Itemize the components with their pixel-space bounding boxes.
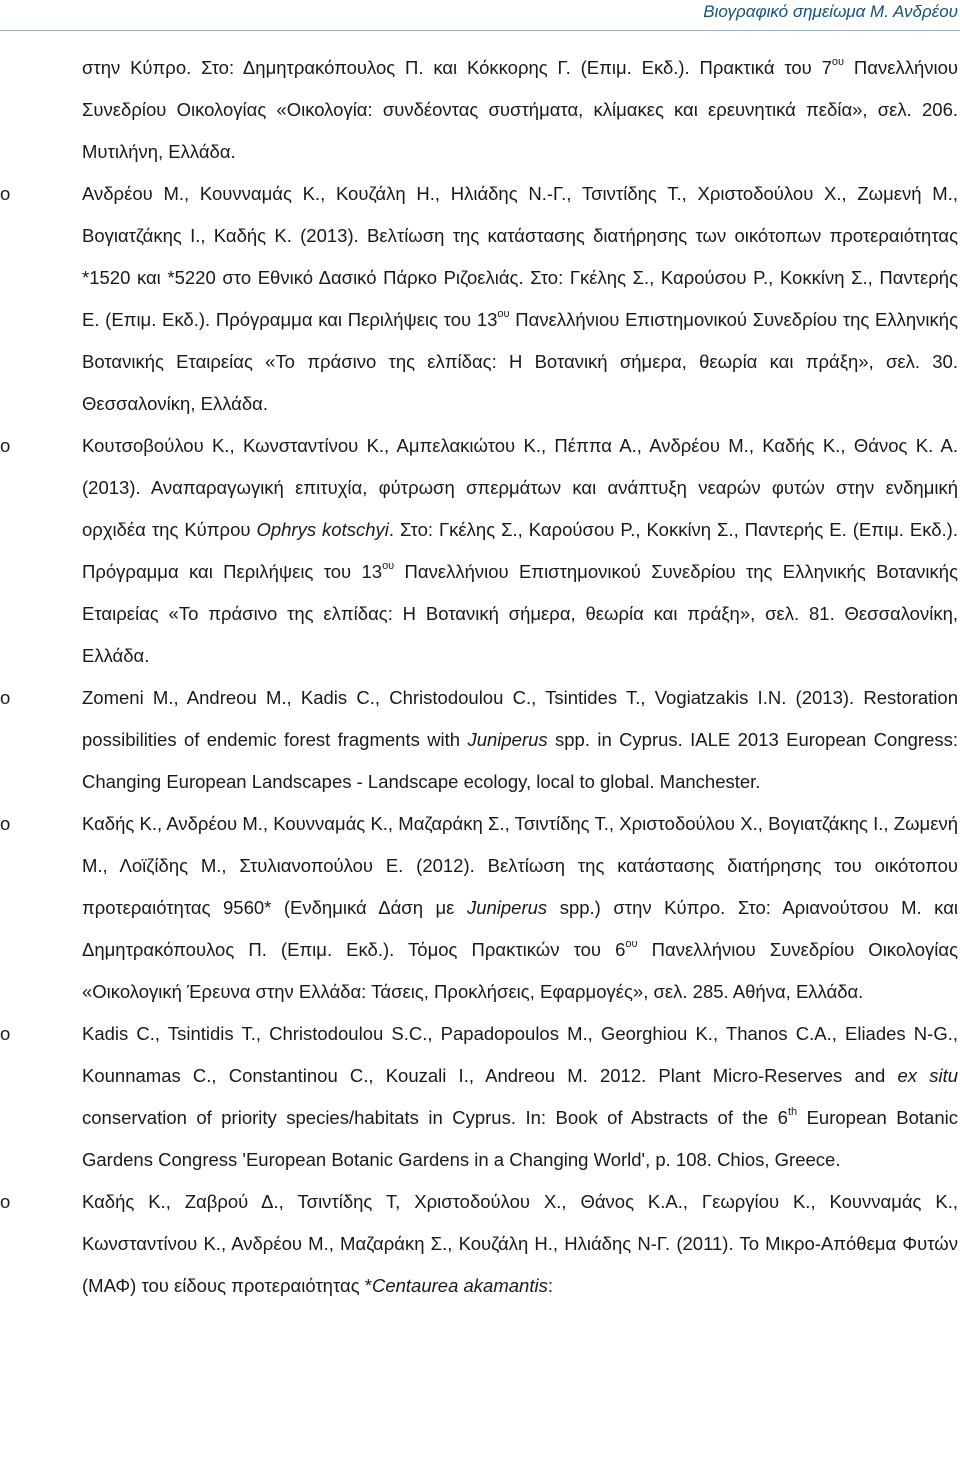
header-divider [0, 30, 960, 31]
superscript-text: ου [831, 56, 845, 68]
reference-text: Kadis C., Tsintidis T., Christodoulou S.C., Papadopoulos M., Georghiou K., Thanos C.A., Eliades N-G., Kounnamas C., Constantinou C., Kouzali I., Andreou M. 2012. Plant Micro-Reserves and [82, 1023, 958, 1086]
reference-text: Κουτσοβούλου Κ., Κωνσταντίνου Κ., Αμπελακιώτου Κ., Πέππα Α., Ανδρέου Μ., Καδής Κ., Θάνος Κ. Α. (2013). Αναπαραγωγική επιτυχία, φύτρωση σπερμάτων και ανάπτυξη νεαρών φυτών στην ενδημική ορχιδέα της Κύπρου [82, 435, 958, 540]
reference-text: Πανελλήνιου Επιστημονικού Συνεδρίου της Ελληνικής Βοτανικής Εταιρείας «Το πράσινο της ελπίδας: Η Βοτανική σήμερα, θεωρία και πράξη», σελ. 30. Θεσσαλονίκη, Ελλάδα. [82, 309, 958, 414]
reference-text: spp.) στην Κύπρο. Στο: Αριανούτσου Μ. και Δημητρακόπουλος Π. (Επιμ. Εκδ.). Τόμος Πρακτικών του 6 [82, 897, 959, 960]
reference-text: Πανελλήνιου Επιστημονικού Συνεδρίου της Ελληνικής Βοτανικής Εταιρείας «Το πράσινο της ελπίδας: Η Βοτανική σήμερα, θεωρία και πράξη», σελ. 81. Θεσσαλονίκη, Ελλάδα. [82, 561, 958, 666]
list-bullet: o [0, 183, 11, 204]
reference-text: conservation of priority species/habitats in Cyprus. In: Book of Abstracts of the 6 [82, 1107, 788, 1128]
reference-text: . Στο: Γκέλης Σ., Καρούσου Ρ., Κοκκίνη Σ., Παντερής Ε. (Επιμ. Εκδ.). Πρόγραμμα και Περιλήψεις του 13 [82, 519, 958, 582]
reference-entry [0, 677, 958, 803]
superscript-text: ου [625, 938, 638, 950]
reference-entry [0, 1181, 958, 1307]
reference-entry [82, 47, 958, 173]
italic-species-name: Centaurea akamantis [371, 1275, 548, 1296]
reference-text: Καδής Κ., Ανδρέου Μ., Κουνναμάς Κ., Μαζαράκη Σ., Τσιντίδης Τ., Χριστοδούλου Χ., Βογιατζάκης Ι., Ζωμενή Μ., Λοϊζίδης Μ., Στυλιανοπούλου Ε. (2012). Βελτίωση της κατάστασης διατήρησης του οικότοπου προτεραιότητας 9560* (Ενδημικά Δάση με [82, 813, 958, 918]
reference-text: Zomeni M., Andreou M., Kadis C., Christodoulou C., Tsintides T., Vogiatzakis I.N. (2013). Restoration possibilities of endemic forest fragments with [82, 687, 958, 750]
list-bullet: o [0, 687, 11, 708]
reference-text: Ανδρέου Μ., Κουνναμάς Κ., Κουζάλη Η., Ηλιάδης Ν.-Γ., Τσιντίδης Τ., Χριστοδούλου Χ., Ζωμενή Μ., Βογιατζάκης Ι., Καδής Κ. (2013). Βελτίωση της κατάστασης διατήρησης των οικότοπων προτεραιότητας *1520 και *5220 στο Εθνικό Δασικό Πάρκο Ριζοελιάς. Στο: Γκέλης Σ., Καρούσου Ρ., Κοκκίνη Σ., Παντερής Ε. (Επιμ. Εκδ.). Πρόγραμμα και Περιλήψεις του 13 [82, 183, 958, 330]
reference-list [0, 47, 959, 1307]
reference-entry [0, 425, 958, 677]
list-bullet: o [0, 435, 11, 456]
reference-entry [0, 1013, 958, 1181]
italic-species-name: Juniperus [466, 897, 548, 918]
list-bullet: o [0, 1023, 11, 1044]
reference-entry [0, 173, 958, 425]
reference-text: spp. in Cyprus. IALE 2013 European Congress: Changing European Landscapes - Landscape ecology, local to global. Manchester. [82, 729, 958, 792]
reference-text: Καδής Κ., Ζαβρού Δ., Τσιντίδης Τ, Χριστοδούλου Χ., Θάνος Κ.Α., Γεωργίου Κ., Κουνναμάς Κ., Κωνσταντίνου Κ., Ανδρέου Μ., Μαζαράκη Σ., Κουζάλη Η., Ηλιάδης Ν-Γ. (2011). Το Μικρο-Απόθεμα Φυτών (ΜΑΦ) του είδους προτεραιότητας * [82, 1191, 958, 1296]
reference-entry [0, 803, 959, 1013]
reference-text: στην Κύπρο. Στο: Δημητρακόπουλος Π. και Κόκκορης Γ. (Επιμ. Εκδ.). Πρακτικά του 7 [82, 57, 832, 78]
superscript-text: th [787, 1106, 798, 1118]
document-header-title: Βιογραφικό σημείωμα Μ. Ανδρέου [703, 2, 958, 21]
italic-species-name: Ophrys kotschyi [256, 519, 389, 540]
superscript-text: ου [382, 560, 395, 572]
list-bullet: o [0, 813, 11, 834]
italic-species-name: ex situ [897, 1065, 958, 1086]
reference-text: European Botanic Gardens Congress 'European Botanic Gardens in a Changing World', p. 108. Chios, Greece. [82, 1107, 958, 1170]
reference-text: Πανελλήνιου Συνεδρίου Οικολογίας «Οικολογική Έρευνα στην Ελλάδα: Τάσεις, Προκλήσεις, Εφαρμογές», σελ. 285. Αθήνα, Ελλάδα. [82, 939, 958, 1002]
reference-text: : [547, 1275, 553, 1296]
italic-species-name: Juniperus [467, 729, 548, 750]
reference-text: Πανελλήνιου Συνεδρίου Οικολογίας «Οικολογία: συνδέοντας συστήματα, κλίμακες και ερευνητικά πεδία», σελ. 206. Μυτιλήνη, Ελλάδα. [82, 57, 958, 162]
superscript-text: ου [497, 308, 510, 320]
list-bullet: o [0, 1191, 11, 1212]
